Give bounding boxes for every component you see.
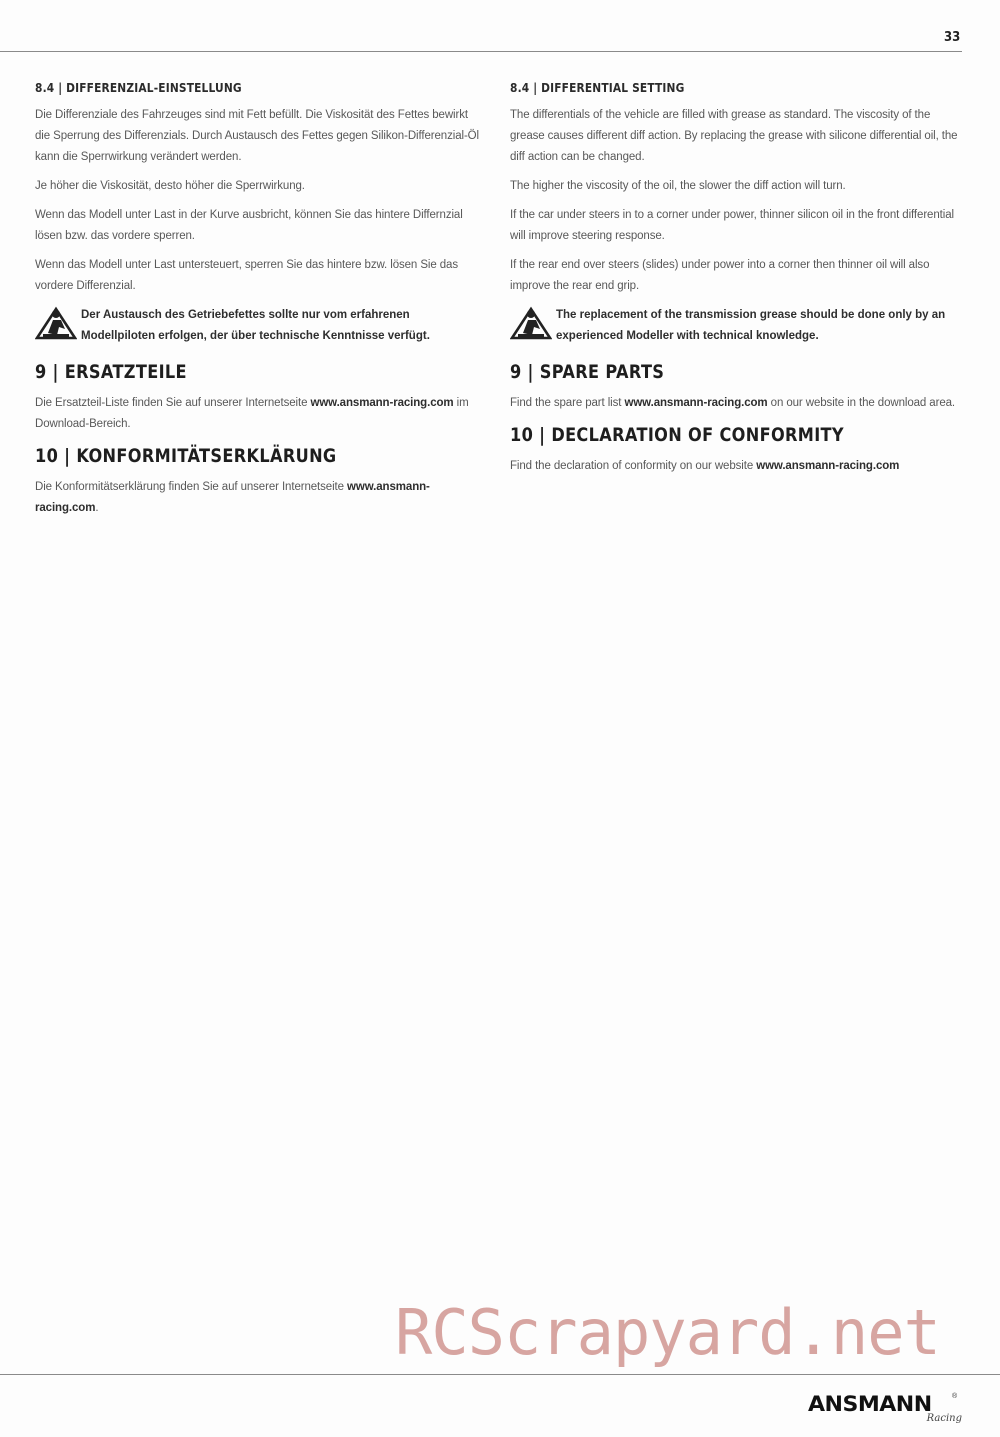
conformity-heading-de: 10 | KONFORMITÄTSERKLÄRUNG: [35, 445, 337, 467]
english-column: [510, 80, 962, 485]
bottom-divider: [0, 1374, 1000, 1375]
logo-racing-text: Racing: [926, 1413, 962, 1424]
logo-wordmark: ANSMANN: [808, 1392, 932, 1416]
differential-heading-de: 8.4 | DIFFERENZIAL-EINSTELLUNG: [35, 80, 242, 95]
spare-parts-heading-de: 9 | ERSATZTEILE: [35, 361, 187, 383]
page-number: 33: [944, 30, 961, 45]
paragraph-de-2: Je höher die Viskosität, desto höher die Sperrwirkung.: [35, 180, 305, 192]
spare-parts-text-en: Find the spare part list www.ansmann-racing.com on our website in the download area.: [510, 397, 956, 409]
german-column: [35, 80, 480, 527]
conformity-text-en: Find the declaration of conformity on our website www.ansmann-racing.com: [510, 460, 900, 472]
spare-parts-heading-en: 9 | SPARE PARTS: [510, 361, 665, 383]
spare-parts-link-de[interactable]: www.ansmann-racing.com: [310, 397, 454, 409]
paragraph-de-4: Wenn das Modell unter Last untersteuert, sperren Sie das hintere bzw. lösen Sie das vordere Differenzial.: [35, 259, 458, 292]
paragraph-en-1: The differentials of the vehicle are filled with grease as standard. The viscosity of the grease causes different diff action. By replacing the grease with silicone differential oil, the diff action can be changed.: [510, 109, 958, 163]
conformity-heading-en: 10 | DECLARATION OF CONFORMITY: [510, 424, 844, 446]
logo-registered-mark: ®: [952, 1393, 958, 1400]
mechanic-warning-icon: [35, 305, 77, 341]
paragraph-de-1: Die Differenziale des Fahrzeuges sind mit Fett befüllt. Die Viskosität des Fettes bewirkt die Sperrung des Differenzials. Durch Austausch des Fettes gegen Silikon-Differenzial-Öl kann die Sperrwirkung verändert werden.: [35, 109, 479, 163]
warning-box-en: [510, 305, 962, 347]
paragraph-en-3: If the car under steers in to a corner under power, thinner silicon oil in the front differential will improve steering response.: [510, 209, 954, 242]
warning-text-de: Der Austausch des Getriebefettes sollte nur vom erfahrenen Modellpiloten erfolgen, der über technische Kenntnisse verfügt.: [81, 309, 430, 342]
conformity-link-en[interactable]: www.ansmann-racing.com: [756, 460, 900, 472]
warning-box-de: [35, 305, 480, 347]
warning-text-en: The replacement of the transmission grease should be done only by an experienced Modeller with technical knowledge.: [556, 309, 946, 342]
differential-heading-en: 8.4 | DIFFERENTIAL SETTING: [510, 80, 685, 95]
paragraph-de-3: Wenn das Modell unter Last in der Kurve ausbricht, können Sie das hintere Differnzial lösen bzw. das vordere sperren.: [35, 209, 463, 242]
conformity-text-de: Die Konformitätserklärung finden Sie auf unserer Internetseite www.ansmann-racing.com.: [35, 481, 430, 514]
mechanic-warning-icon: [510, 305, 552, 341]
spare-parts-text-de: Die Ersatzteil-Liste finden Sie auf unserer Internetseite www.ansmann-racing.com im Download-Bereich.: [35, 397, 469, 430]
conformity-link-de[interactable]: www.ansmann-racing.com: [35, 481, 430, 514]
watermark: RCScrapyard.net: [395, 1296, 940, 1369]
paragraph-en-4: If the rear end over steers (slides) under power into a corner then thinner oil will also improve the rear end grip.: [510, 259, 930, 292]
top-divider: [0, 51, 962, 52]
ansmann-racing-logo: [808, 1392, 968, 1432]
spare-parts-link-en[interactable]: www.ansmann-racing.com: [624, 397, 768, 409]
paragraph-en-2: The higher the viscosity of the oil, the slower the diff action will turn.: [510, 180, 846, 192]
